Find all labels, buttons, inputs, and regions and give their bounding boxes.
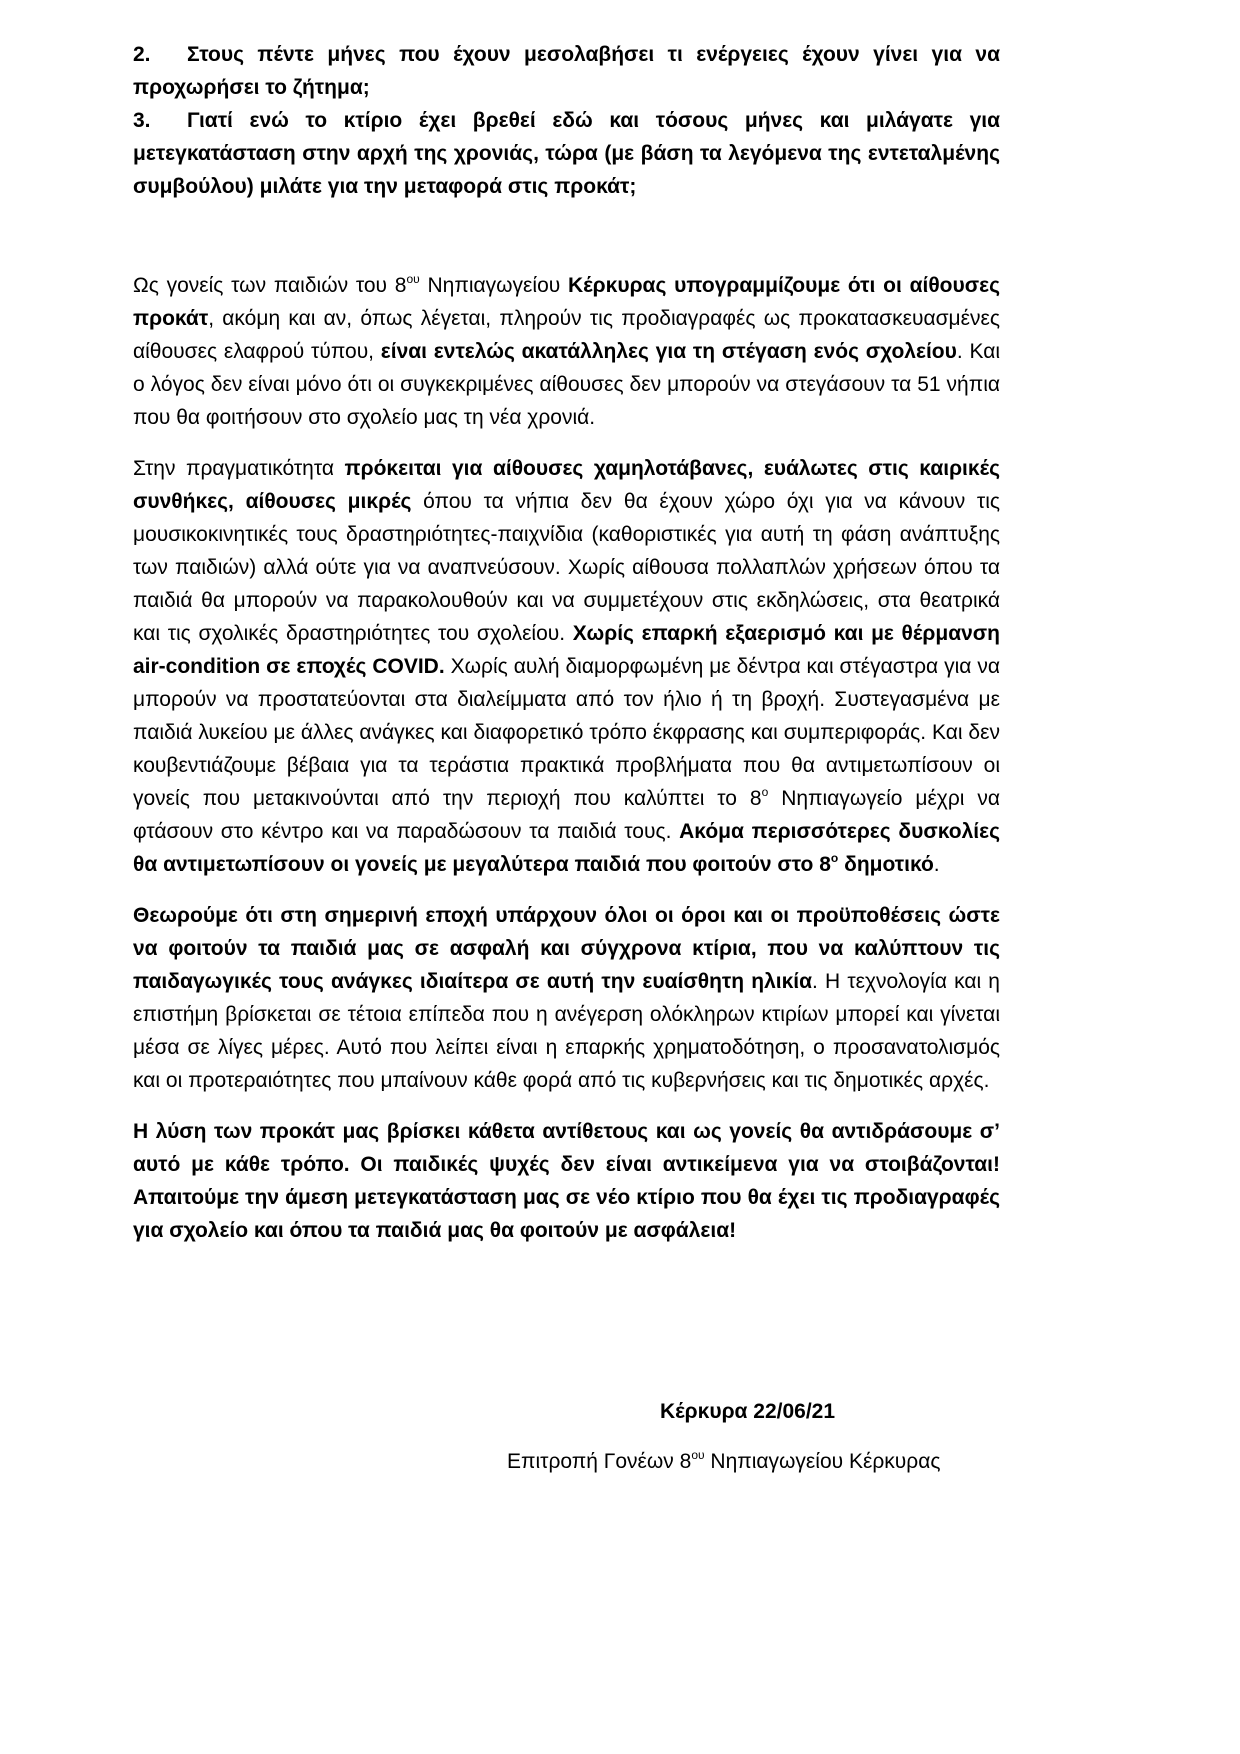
bold-text: Η λύση των προκάτ μας βρίσκει κάθετα αντίθετους και ως γονείς θα αντιδράσουμε σ’ αυτό με κάθε τρόπο. Οι παιδικές ψυχές δεν είναι αντικείμενα για να στοιβάζονται! Απαιτούμε την άμεση μετεγκατάσταση μας σε νέο κτίριο που θα έχει τις προδιαγραφές για σχολείο και όπου τα παιδιά μας θα φοιτούν με ασφάλεια! [133,1120,1000,1242]
paragraph [133,1115,1000,1247]
text-run: Στην πραγματικότητα [133,457,345,480]
text-run: . Και ο λόγος δεν είναι μόνο ότι οι συγκεκριμένες αίθουσες δεν μπορούν να στεγάσουν τα 51 νήπια που θα φοιτήσουν στο σχολείο μας τη νέα χρονιά. [133,340,1001,429]
superscript: ο [830,851,839,865]
bold-text: Κέρκυρας υπογραμμίζουμε ότι οι αίθουσες προκάτ [133,274,1000,330]
committee-superscript: ου [691,1448,705,1462]
question-number: 2. [133,43,151,66]
bold-text: Ακόμα περισσότερες δυσκολίες θα αντιμετωπίσουν οι γονείς με μεγαλύτερα παιδιά που φοιτούν στο 8 [133,820,1000,876]
committee-prefix: Επιτροπή Γονέων 8 [507,1450,692,1473]
bold-text: δημοτικό [838,853,934,876]
bold-text: Θεωρούμε ότι στη σημερινή εποχή υπάρχουν όλοι οι όροι και οι προϋποθέσεις ώστε να φοιτούν τα παιδιά μας σε ασφαλή και σύγχρονα κτίρια, που να καλύπτουν τις παιδαγωγικές τους ανάγκες ιδιαίτερα σε αυτή την ευαίσθητη ηλικία [133,904,1000,993]
bold-text: είναι εντελώς ακατάλληλες για τη στέγαση ενός σχολείου [380,340,957,363]
paragraph [133,452,1000,881]
question-text: Γιατί ενώ το κτίριο έχει βρεθεί εδώ και τόσους μήνες και μιλάγατε για μετεγκατάσταση στην αρχή της χρονιάς, τώρα (με βάση τα λεγόμενα της εντεταλμένης συμβούλου) μιλάτε για την μεταφορά στις προκάτ; [133,109,1000,198]
place-date: Κέρκυρα 22/06/21 [660,1400,836,1423]
text-run: Ως γονείς των παιδιών του 8 [133,274,407,297]
signatory-committee [507,1447,940,1477]
question-item [133,38,1000,104]
text-run: Νηπιαγωγείο μέχρι να φτάσουν στο κέντρο και να παραδώσουν τα παιδιά τους. [133,787,1000,843]
superscript: ου [406,272,420,286]
bold-text: Χωρίς επαρκή εξαερισμό και με θέρμανση air-condition σε εποχές COVID. [133,622,1000,678]
text-run: Χωρίς αυλή διαμορφωμένη με δέντρα και στέγαστρα για να μπορούν να προστατεύονται στα διαλείμματα από τον ήλιο ή τη βροχή. Συστεγασμένα με παιδιά λυκείου με άλλες ανάγκες και διαφορετικό τρόπο έκφρασης και συμπεριφοράς. Και δεν κουβεντιάζουμε βέβαια για τα τεράστια πρακτικά προβλήματα που θα αντιμετωπίσουν οι γονείς που μετακινούνται από την περιοχή που καλύπτει το 8 [133,655,1000,810]
text-run: Νηπιαγωγείου [419,274,568,297]
question-text: Στους πέντε μήνες που έχουν μεσολαβήσει τι ενέργειες έχουν γίνει για να προχωρήσει το ζήτημα; [133,43,1000,99]
question-number: 3. [133,109,151,132]
text-run: . [933,853,940,876]
text-run: . Η τεχνολογία και η επιστήμη βρίσκεται σε τέτοια επίπεδα που η ανέγερση ολόκληρων κτιρίων μπορεί και γίνεται μέσα σε λίγες μέρες. Αυτό που λείπει είναι η επαρκής χρηματοδότηση, ο προσανατολισμός και οι προτεραιότητες που μπαίνουν κάθε φορά από τις κυβερνήσεις και τις δημοτικές αρχές. [133,970,1000,1092]
bold-text: πρόκειται για αίθουσες χαμηλοτάβανες, ευάλωτες στις καιρικές συνθήκες, αίθουσες μικρές [133,457,1000,513]
text-run: όπου τα νήπια δεν θα έχουν χώρο όχι για να κάνουν τις μουσικοκινητικές τους δραστηριότητες-παιχνίδια (καθοριστικές για αυτή τη φάση ανάπτυξης των παιδιών) αλλά ούτε για να αναπνεύσουν. Χωρίς αίθουσα πολλαπλών χρήσεων όπου τα παιδιά θα μπορούν να παρακολουθούν και να συμμετέχουν στις εκδηλώσεις, στα θεατρικά και τις σχολικές δραστηριότητες του σχολείου. [133,490,1000,645]
text-run: , ακόμη και αν, όπως λέγεται, πληρούν τις προδιαγραφές ως προκατασκευασμένες αίθουσες ελαφρού τύπου, [133,307,1000,363]
committee-suffix: Νηπιαγωγείου Κέρκυρας [704,1450,941,1473]
superscript: ο [761,785,769,799]
question-item [133,104,1000,203]
document-body [133,38,1000,1247]
paragraph [133,269,1000,434]
paragraph [133,899,1000,1097]
